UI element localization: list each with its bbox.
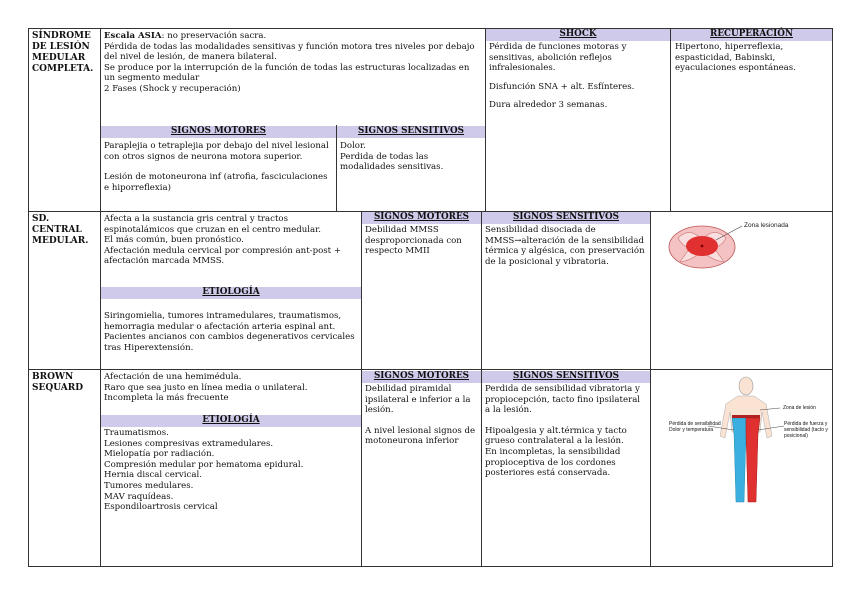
sec3-etiologia-text [104,428,358,513]
etiologia-item: Traumatismos. [104,428,169,438]
sec1-description [104,31,482,95]
sec3-sensitivos-header: SIGNOS SENSITIVOS [482,371,650,383]
etiologia-item: Espondiloartrosis cervical [104,502,218,513]
sec1-motores-text [104,141,332,193]
sec2-sensitivos-header: SIGNOS SENSITIVOS [482,212,650,224]
motores-line: Paraplejia o tetraplejia por debajo del nivel lesional con otros signos de neurona motora superior. [104,141,329,162]
sec2-desc-line: Afectación medula cervical por compresión ant-post + afectación marcada MMSS. [104,245,342,267]
sensitivos-line: Perdida de todas las modalidades sensitivas. [340,151,444,173]
sec2-sensitivos-text: Sensibilidad disociada de MMSS→alteración de la sensibilidad térmica y algésica, con preservación de la posicional y vibratoria. [485,225,645,267]
etiologia-item: Lesiones compresivas extramedulares. [104,438,274,449]
sec2-motores-text: Debilidad MMSS desproporcionada con respecto MMII [365,225,462,257]
sec3-motores-header: SIGNOS MOTORES [362,371,481,383]
shock-header: SHOCK [486,29,670,41]
recuperacion-header: RECUPERACIÓN [671,29,832,41]
fig-label-zona-lesion: Zona de lesión [783,405,816,411]
etiologia-line: Pacientes ancianos con cambios degenerativos cervicales tras Hiperextensión. [104,332,355,353]
section-title-brown-sequard: BROWN SEQUARD [32,372,84,393]
etiologia-item: Mielopatía por radiación. [104,449,215,460]
sec1-sensitivos-header: SIGNOS SENSITIVOS [337,126,485,138]
shock-line: Pérdida de funciones motoras y sensitivas, abolición reflejos infralesionales. [489,42,627,74]
sec2-etiologia-text [104,311,358,353]
motores-line: Lesión de motoneurona inf (atrofia, fasciculaciones e hiporreflexia) [104,172,328,193]
section-title-central-medular: SD. CENTRAL MEDULAR. [32,214,89,246]
asia-text: : no preservación sacra. [161,31,267,41]
sec1-desc-line: 2 Fases (Shock y recuperación) [104,83,241,94]
etiologia-item: MAV raquídeas. [104,491,174,502]
sec1-desc-line: Pérdida de todas las modalidades sensitivas y función motora tres niveles por debajo del nivel de lesión, de manera bilateral. [104,41,475,63]
zona-lesionada-label: Zona lesionada [744,222,789,229]
sensitivos-line: Dolor. [340,141,366,151]
etiologia-line: Siringomielia, tumores intramedulares, traumatismos, hemorragia medular o afectación arteria espinal ant. [104,311,342,332]
sec2-description [104,214,358,267]
sensitivos-line: Perdida de sensibilidad vibratoria y propiocepción, tacto fino ipsilateral a la lesión. [485,384,641,416]
spinal-cord-diagram [664,216,814,280]
motores-line: Debilidad piramidal ipsilateral e inferior a la lesión. [365,384,471,416]
sec3-motores-text [365,384,479,447]
section-title-sindrome-completo: SÍNDROME DE LESIÓN MEDULAR COMPLETA. [32,31,94,74]
sec3-etiologia-header: ETIOLOGÍA [101,415,361,427]
sec3-desc-line: Incompleta la más frecuente [104,393,229,404]
sensitivos-line: En incompletas, la sensibilidad propioceptiva de los cordones posteriores está conservada. [485,446,621,479]
etiologia-item: Hernia discal cervical. [104,470,202,481]
body-lesion-diagram [662,374,830,508]
recuperacion-text: Hipertono, hiperreflexia, espasticidad, Babinski, eyaculaciones espontáneas. [675,42,796,74]
sec2-motores-header: SIGNOS MOTORES [362,212,481,224]
sec1-motores-header: SIGNOS MOTORES [101,126,336,138]
sec3-desc-line: Afectación de una hemimédula. [104,372,242,382]
sec1-desc-line: Se produce por la interrupción de la función de todas las estructuras localizadas en un segmento medular [104,62,470,84]
sec1-sensitivos-text [340,141,482,173]
etiologia-item: Tumores medulares. [104,480,194,491]
etiologia-item: Compresión medular por hematoma epidural. [104,459,304,470]
asia-label: Escala ASIA [104,31,162,41]
shock-line: Dura alrededor 3 semanas. [489,100,608,111]
motores-line: A nivel lesional signos de motoneurona inferior [365,425,476,447]
sec3-description [104,372,358,404]
sec2-desc-line: Afecta a la sustancia gris central y tractos espinotalámicos que cruzan en el centro medular. [104,214,322,235]
sec3-desc-line: Raro que sea justo en línea media o unilateral. [104,382,308,393]
fig-label-dolor-temperatura: Pérdida de sensibilidad Dolor y temperatura [669,421,721,433]
sec3-sensitivos-text [485,384,647,479]
shock-line: Disfunción SNA + alt. Esfínteres. [489,81,635,92]
central-cord-lesion-image [664,216,814,280]
sec2-etiologia-header: ETIOLOGÍA [101,287,361,299]
brown-sequard-body-figure [662,374,830,508]
sensitivos-line: Hipoalgesia y alt.térmica y tacto grueso contralateral a la lesión. [485,425,627,447]
shock-text [489,42,669,111]
fig-label-fuerza: Pérdida de fuerza y sensibilidad (tacto y posicional) [784,421,828,439]
sec2-desc-line: El más común, buen pronóstico. [104,235,244,246]
